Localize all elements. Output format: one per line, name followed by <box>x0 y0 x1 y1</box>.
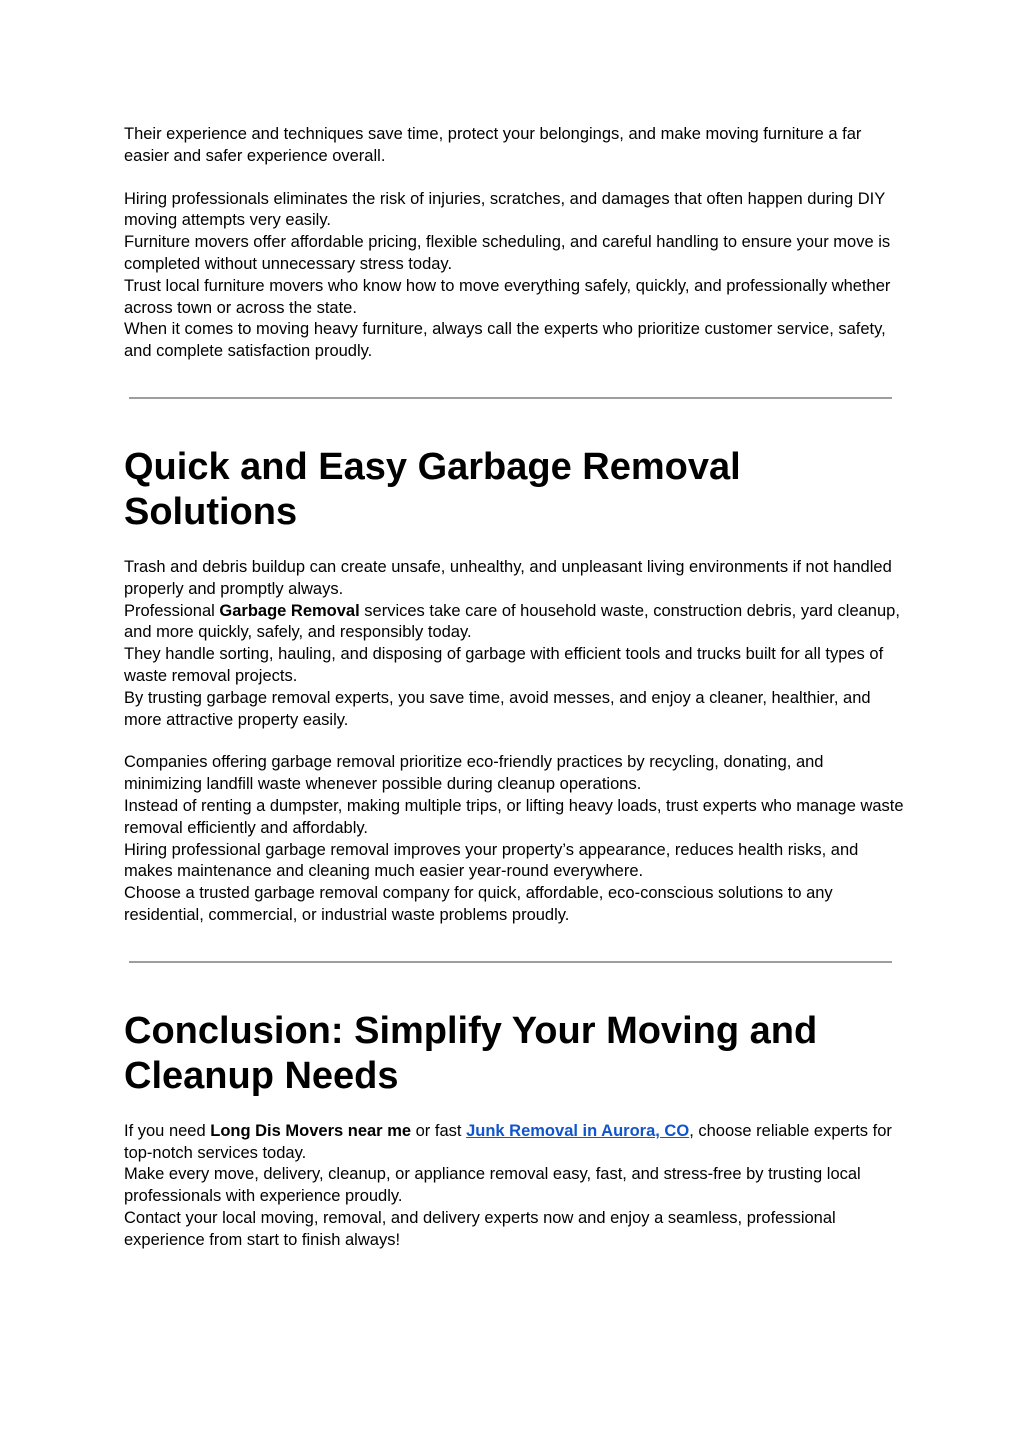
paragraph: Hiring professionals eliminates the risk of injuries, scratches, and damages that often happen during DIY moving attempts very easily. <box>124 189 885 230</box>
paragraph: By trusting garbage removal experts, you save time, avoid messes, and enjoy a cleaner, healthier, and more attractive property easily. <box>124 688 871 729</box>
section-heading-garbage-removal: Quick and Easy Garbage Removal Solutions <box>124 445 741 533</box>
intro-block-2 <box>124 189 904 363</box>
text-span: If you need <box>124 1121 211 1140</box>
intro-block-1 <box>124 124 904 168</box>
paragraph <box>124 601 904 645</box>
text-span: Professional <box>124 601 220 620</box>
paragraph: Furniture movers offer affordable pricing, flexible scheduling, and careful handling to ensure your move is completed without unnecessary stress today. <box>124 233 891 273</box>
paragraph: When it comes to moving heavy furniture, always call the experts who prioritize customer service, safety, and complete satisfaction proudly. <box>124 320 886 361</box>
paragraph: Contact your local moving, removal, and delivery experts now and enjoy a seamless, professional experience from start to finish always! <box>124 1208 836 1249</box>
bold-keyword: Long Dis Movers near me <box>210 1121 412 1140</box>
paragraph: They handle sorting, hauling, and disposing of garbage with efficient tools and trucks built for all types of waste removal projects. <box>124 645 884 685</box>
paragraph: Choose a trusted garbage removal company for quick, affordable, eco-conscious solutions to any residential, commercial, or industrial waste problems proudly. <box>124 884 833 924</box>
text-span: or fast <box>411 1121 467 1140</box>
garbage-block-2 <box>124 752 904 926</box>
text-span: , choose reliable experts for top-notch services today. <box>124 1121 892 1162</box>
paragraph: Make every move, delivery, cleanup, or appliance removal easy, fast, and stress-free by trusting local professionals with experience proudly. <box>124 1165 861 1206</box>
paragraph: Trash and debris buildup can create unsafe, unhealthy, and unpleasant living environments if not handled properly and promptly always. <box>124 557 892 598</box>
text-span: services take care of household waste, construction debris, yard cleanup, and more quickly, safely, and responsibly today. <box>124 601 900 642</box>
paragraph: Hiring professional garbage removal improves your property’s appearance, reduces health risks, and makes maintenance and cleaning much easier year-round everywhere. <box>124 840 859 881</box>
paragraph: Their experience and techniques save time, protect your belongings, and make moving furniture a far easier and safer experience overall. <box>124 125 862 165</box>
paragraph: Companies offering garbage removal prioritize eco-friendly practices by recycling, donating, and minimizing landfill waste whenever possible during cleanup operations. <box>124 753 824 794</box>
section-heading-conclusion: Conclusion: Simplify Your Moving and Cleanup Needs <box>124 1009 818 1097</box>
junk-removal-link[interactable]: Junk Removal in Aurora, CO <box>466 1121 690 1140</box>
paragraph: Trust local furniture movers who know how to move everything safely, quickly, and professionally whether across town or across the state. <box>124 276 891 317</box>
conclusion-block <box>124 1121 904 1252</box>
paragraph: Instead of renting a dumpster, making multiple trips, or lifting heavy loads, trust experts who manage waste removal efficiently and affordably. <box>124 796 904 837</box>
paragraph <box>124 1121 904 1165</box>
document-page <box>124 124 904 1252</box>
bold-keyword: Garbage Removal <box>219 601 360 620</box>
garbage-block-1 <box>124 557 904 731</box>
